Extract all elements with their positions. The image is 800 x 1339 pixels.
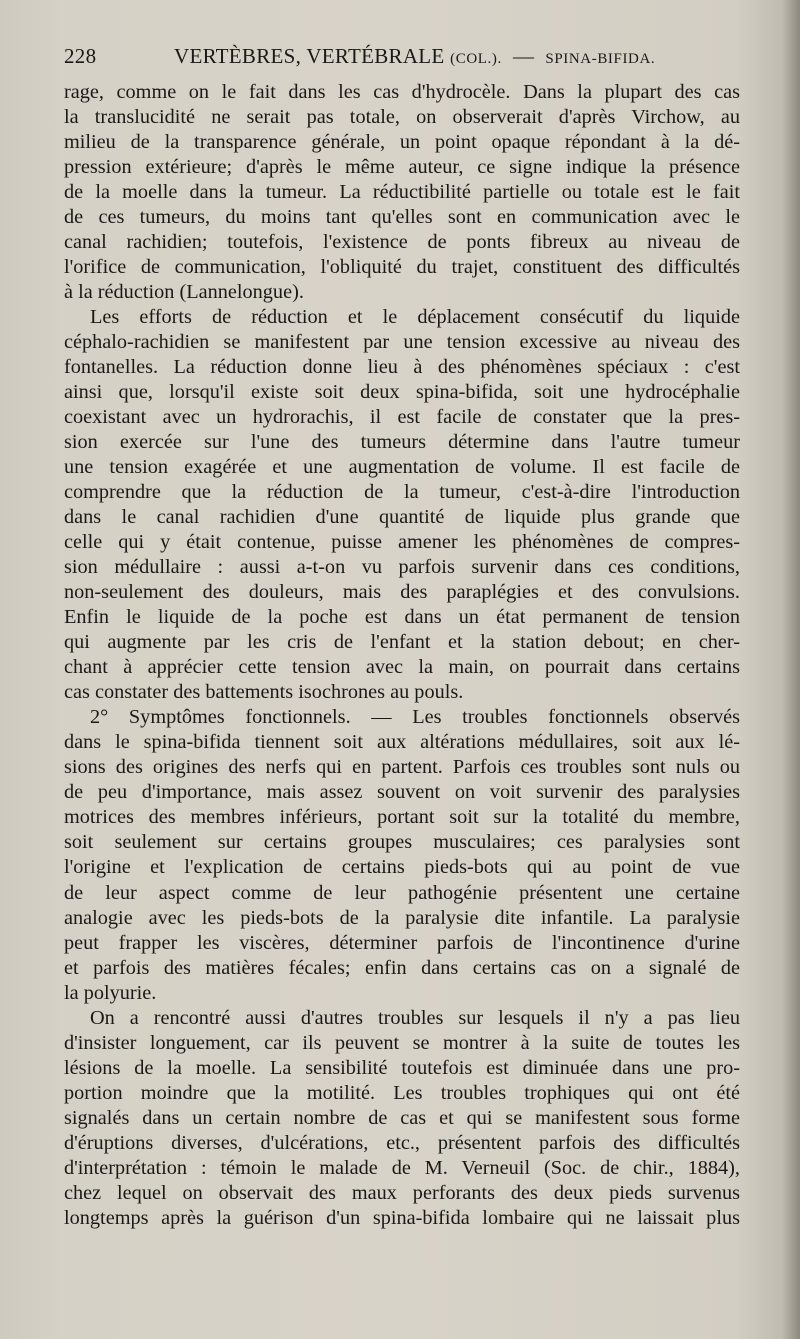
text-line: sion exercée sur l'une des tumeurs détermine dans l'autre tumeur [64,431,740,454]
text-line: portion moindre que la motilité. Les troubles trophiques qui ont été [64,1081,740,1104]
text-line: motrices des membres inférieurs, portant soit sur la totalité du membre, [64,806,740,829]
text-line: et parfois des matières fécales; enfin dans certains cas on a signalé de [64,956,740,979]
text-line: de la moelle dans la tumeur. La réductibilité partielle ou totale est le fait [64,181,740,204]
running-header [64,44,740,74]
text-line: la polyurie. [64,981,157,1004]
text-line: longtemps après la guérison d'un spina-bifida lombaire qui ne laissait plus [64,1206,740,1229]
text-line: sion médullaire : aussi a-t-on vu parfois survenir dans ces conditions, [64,556,740,579]
text-line: sions des origines des nerfs qui en partent. Parfois ces troubles sont nuls ou [64,756,740,779]
text-line: signalés dans un certain nombre de cas et qui se manifestent sous forme [64,1106,740,1129]
text-line: fontanelles. La réduction donne lieu à des phénomènes spéciaux : c'est [64,356,740,379]
text-line: d'éruptions diverses, d'ulcérations, etc., présentent parfois des difficultés [64,1131,740,1154]
text-line: canal rachidien; toutefois, l'existence de ponts fibreux au niveau de [64,231,740,254]
text-line: dans le canal rachidien d'une quantité de liquide plus grande que [64,506,740,529]
text-line: chez lequel on observait des maux perforants des deux pieds survenus [64,1181,740,1204]
text-line: Enfin le liquide de la poche est dans un état permanent de tension [64,606,740,629]
text-line: à la réduction (Lannelongue). [64,281,304,304]
text-line: de peu d'importance, mais assez souvent on voit survenir des paralysies [64,781,740,804]
text-line: lésions de la moelle. La sensibilité toutefois est diminuée dans une pro- [64,1056,740,1079]
text-line: la translucidité ne serait pas totale, on observerait d'après Virchow, au [64,106,740,129]
header-title-col: (COL.). [450,51,502,67]
text-line: peut frapper les viscères, déterminer parfois de l'incontinence d'urine [64,931,740,954]
text-line: de leur aspect comme de leur pathogénie présentent une certaine [64,881,740,904]
header-dash: — [512,44,535,68]
page-number: 228 [64,44,97,68]
text-line: d'insister longuement, car ils peuvent se montrer à la suite de toutes les [64,1031,740,1054]
text-line: de ces tumeurs, du moins tant qu'elles sont en communication avec le [64,206,740,229]
text-line: qui augmente par les cris de l'enfant et la station debout; en cher- [64,631,740,654]
text-line: chant à apprécier cette tension avec la main, on pourrait dans certains [64,656,740,679]
header-title-sub: SPINA-BIFIDA. [545,51,656,67]
text-line: Les efforts de réduction et le déplacement consécutif du liquide [90,306,740,329]
text-line: une tension exagérée et une augmentation de volume. Il est facile de [64,456,740,479]
text-line: soit seulement sur certains groupes musculaires; ces paralysies sont [64,831,740,854]
text-line: non-seulement des douleurs, mais des paraplégies et des convulsions. [64,581,740,604]
text-line: pression extérieure; d'après le même auteur, ce signe indique la présence [64,156,740,179]
text-line: On a rencontré aussi d'autres troubles sur lesquels il n'y a pas lieu [90,1006,740,1029]
text-line: milieu de la transparence générale, un point opaque répondant à la dé- [64,131,740,154]
text-line: comprendre que la réduction de la tumeur, c'est-à-dire l'introduction [64,481,740,504]
text-line: rage, comme on le fait dans les cas d'hydrocèle. Dans la plupart des cas [64,81,740,103]
page-gutter-shadow [782,0,800,1339]
text-line: ainsi que, lorsqu'il existe soit deux spina-bifida, soit une hydrocéphalie [64,381,740,404]
text-line: coexistant avec un hydrorachis, il est facile de constater que la pres- [64,406,740,429]
text-line: céphalo-rachidien se manifestent par une tension excessive au niveau des [64,331,740,354]
text-line: cas constater des battements isochrones au pouls. [64,681,464,704]
text-line: 2° Symptômes fonctionnels. — Les troubles fonctionnels observés [90,706,740,729]
text-line: l'orifice de communication, l'obliquité du trajet, constituent des difficultés [64,256,740,279]
text-line: dans le spina-bifida tiennent soit aux altérations médullaires, soit aux lé- [64,731,740,754]
text-line: l'origine et l'explication de certains pieds-bots qui au point de vue [64,856,740,879]
header-title-main: VERTÈBRES, VERTÉBRALE [174,44,445,68]
text-line: analogie avec les pieds-bots de la paralysie dite infantile. La paralysie [64,906,740,929]
text-line: celle qui y était contenue, puisse amener les phénomènes de compres- [64,531,740,554]
text-line: d'interprétation : témoin le malade de M. Verneuil (Soc. de chir., 1884), [64,1156,740,1179]
header-title [174,44,655,69]
body-text [64,80,740,1231]
